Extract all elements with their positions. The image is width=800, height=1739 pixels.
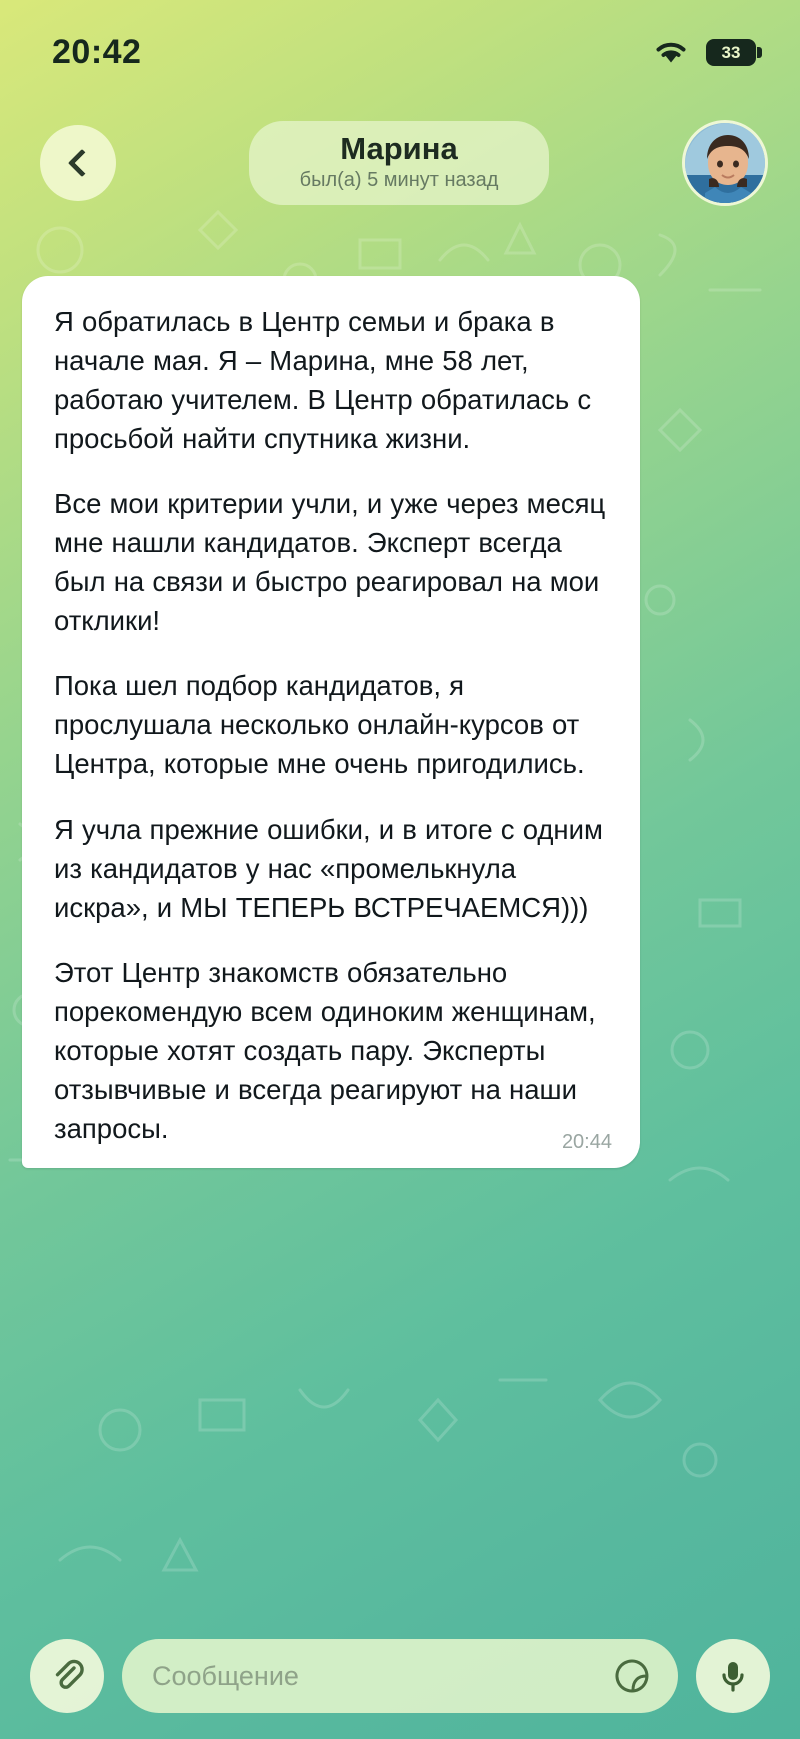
message-timestamp: 20:44 [561, 1130, 612, 1153]
status-indicators [652, 38, 756, 66]
status-bar [0, 0, 800, 104]
status-time: 20:42 [52, 32, 142, 71]
voice-record-button[interactable] [696, 1639, 770, 1713]
message-input[interactable] [152, 1661, 612, 1692]
battery-icon [706, 39, 756, 66]
paperclip-icon [47, 1656, 87, 1696]
contact-title[interactable] [249, 121, 549, 206]
sticker-icon[interactable] [612, 1656, 652, 1696]
chat-area [0, 214, 800, 1168]
message-bubble[interactable] [22, 276, 640, 1168]
message-paragraph: Этот Центр знакомств обязательно порекомендую всем одиноким женщинам, которые хотят создать пару. Эксперты отзывчивые и всегда реагируют на наши запросы. [54, 956, 596, 1144]
message-paragraph: Все мои критерии учли, и уже через месяц мне нашли кандидатов. Эксперт всегда был на связи и быстро реагировал на мои отклики! [54, 488, 606, 637]
avatar-image [685, 123, 768, 206]
message-paragraph: Я учла прежние ошибки, и в итоге с одним из кандидатов у нас «промелькнула искра», и МЫ ТЕПЕРЬ ВСТРЕЧАЕМСЯ))) [54, 813, 603, 923]
avatar[interactable] [682, 120, 768, 206]
message-paragraph: Я обратилась в Центр семьи и брака в начале мая. Я – Марина, мне 58 лет, работаю учителем. В Центр обратилась с просьбой найти спутника жизни. [54, 306, 592, 455]
message-input-container[interactable] [122, 1639, 678, 1713]
contact-last-seen: был(а) 5 минут назад [299, 169, 499, 192]
message-composer [0, 1639, 800, 1713]
contact-name: Марина [340, 130, 458, 166]
chat-header [0, 104, 800, 214]
back-button[interactable] [40, 125, 116, 201]
message-paragraph: Пока шел подбор кандидатов, я прослушала несколько онлайн-курсов от Центра, которые мне очень пригодились. [54, 670, 585, 780]
chevron-left-icon [68, 149, 96, 177]
microphone-icon [713, 1656, 753, 1696]
attach-button[interactable] [30, 1639, 104, 1713]
wifi-icon [652, 38, 690, 66]
battery-level: 33 [721, 42, 741, 62]
